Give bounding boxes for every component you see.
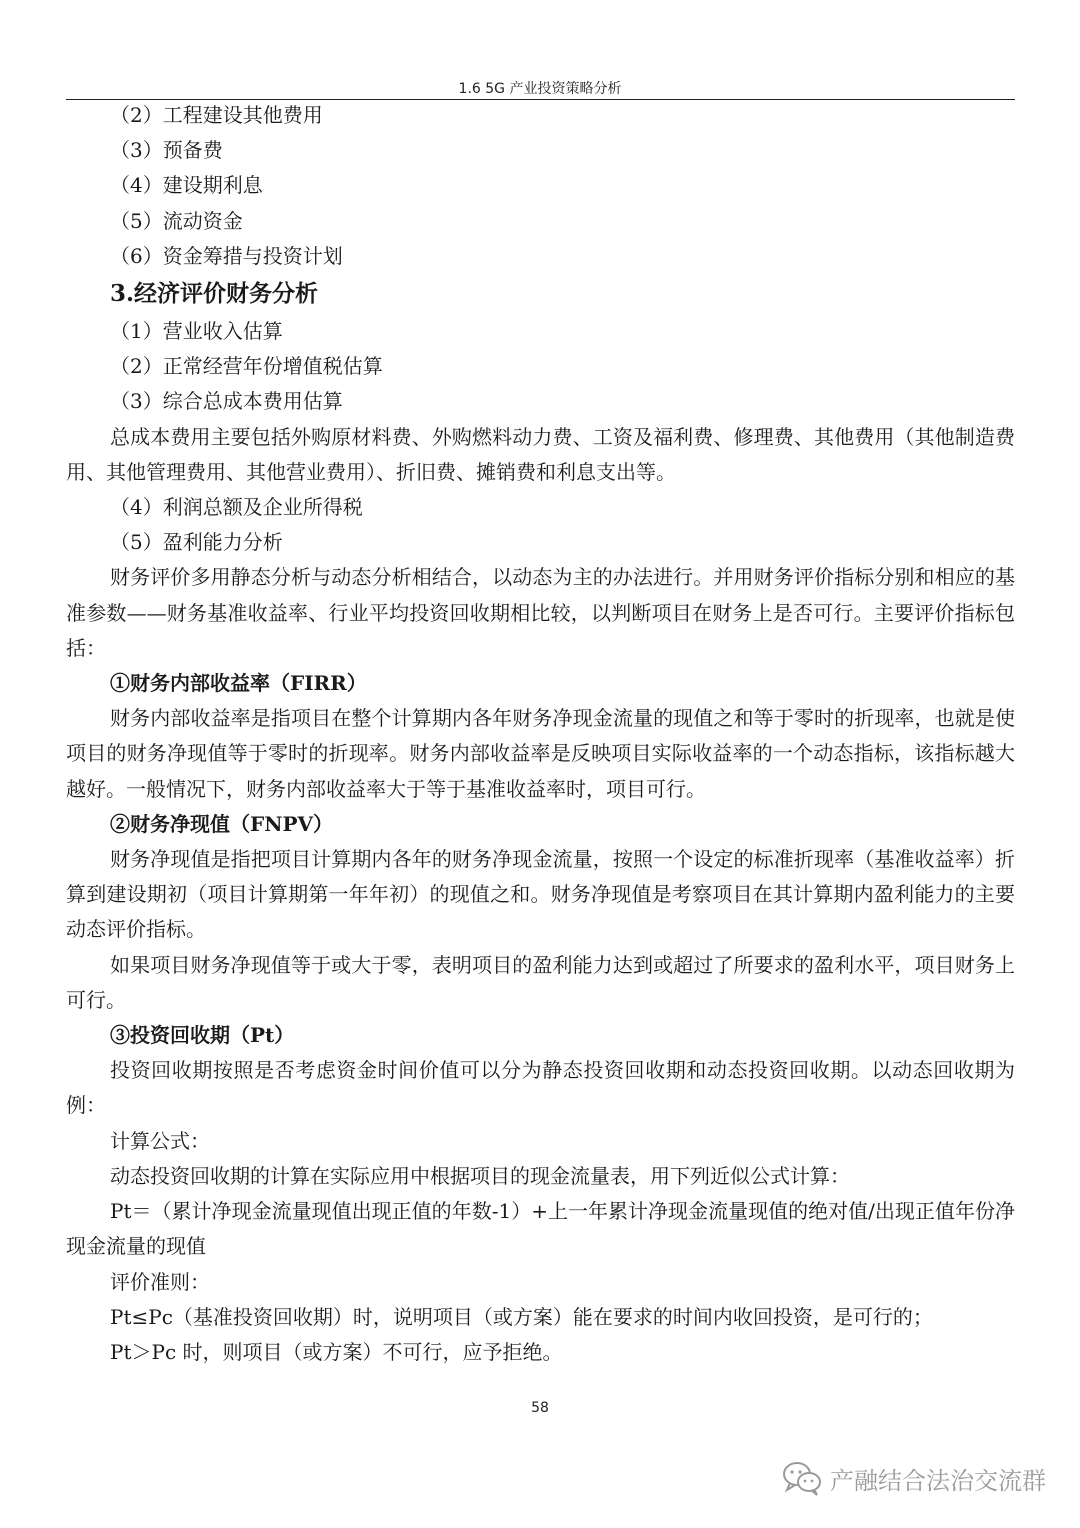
paragraph-evaluation: 财务评价多用静态分析与动态分析相结合，以动态为主的办法进行。并用财务评价指标分别和相应的基准参数——财务基准收益率、行业平均投资回收期相比较，以判断项目在财务上是否可行。主要评价指标包括： bbox=[66, 565, 1015, 660]
paragraph-fnpv: 财务净现值是指把项目计算期内各年的财务净现金流量，按照一个设定的标准折现率（基准收益率）折算到建设期初（项目计算期第一年年初）的现值之和。财务净现值是考察项目在其计算期内盈利能力的主要动态评价指标。 bbox=[66, 847, 1015, 942]
list-item: （3）预备费 bbox=[110, 138, 223, 163]
list-item: （4）建设期利息 bbox=[110, 173, 263, 198]
list-item: （1）营业收入估算 bbox=[110, 319, 283, 344]
page-header: 1.6 5G 产业投资策略分析 bbox=[458, 81, 622, 97]
list-item: （2）正常经营年份增值税估算 bbox=[110, 354, 383, 379]
criteria-rule-reject: Pt＞Pc 时，则项目（或方案）不可行，应予拒绝。 bbox=[110, 1339, 563, 1364]
paragraph-payback: 投资回收期按照是否考虑资金时间价值可以分为静态投资回收期和动态投资回收期。以动态回收期为例： bbox=[66, 1058, 1015, 1118]
formula-label: 计算公式： bbox=[110, 1128, 210, 1153]
list-item: （4）利润总额及企业所得税 bbox=[110, 495, 363, 520]
list-item: （3）综合总成本费用估算 bbox=[110, 389, 343, 414]
subheading-firr: ①财务内部收益率（FIRR） bbox=[110, 671, 367, 696]
paragraph-firr: 财务内部收益率是指项目在整个计算期内各年财务净现金流量的现值之和等于零时的折现率，也就是使项目的财务净现值等于零时的折现率。财务内部收益率是反映项目实际收益率的一个动态指标，该指标越大越好。一般情况下，财务内部收益率大于等于基准收益率时，项目可行。 bbox=[66, 706, 1015, 801]
dynamic-calc-line: 动态投资回收期的计算在实际应用中根据项目的现金流量表，用下列近似公式计算： bbox=[110, 1163, 850, 1188]
watermark bbox=[780, 1458, 1046, 1498]
formula-paragraph: Pt＝（累计净现金流量现值出现正值的年数-1）+上一年累计净现金流量现值的绝对值/出现正值年份净现金流量的现值 bbox=[66, 1199, 1015, 1259]
document-body bbox=[66, 98, 1015, 1370]
page-number: 58 bbox=[531, 1400, 549, 1416]
list-item: （5）盈利能力分析 bbox=[110, 530, 283, 555]
watermark-text: 产融结合法治交流群 bbox=[830, 1466, 1046, 1495]
subheading-fnpv: ②财务净现值（FNPV） bbox=[110, 811, 334, 836]
paragraph-fnpv-feasible: 如果项目财务净现值等于或大于零，表明项目的盈利能力达到或超过了所要求的盈利水平，项目财务上可行。 bbox=[66, 952, 1015, 1012]
list-item: （2）工程建设其他费用 bbox=[110, 103, 323, 127]
paragraph-total-cost: 总成本费用主要包括外购原材料费、外购燃料动力费、工资及福利费、修理费、其他费用（其他制造费用、其他管理费用、其他营业费用）、折旧费、摊销费和利息支出等。 bbox=[66, 424, 1015, 484]
criteria-label: 评价准则： bbox=[110, 1269, 210, 1294]
subheading-payback: ③投资回收期（Pt） bbox=[110, 1023, 295, 1048]
criteria-rule-feasible: Pt≤Pc（基准投资回收期）时，说明项目（或方案）能在要求的时间内收回投资，是可行的； bbox=[110, 1304, 933, 1329]
list-item: （5）流动资金 bbox=[110, 208, 243, 233]
section-heading: 3.经济评价财务分析 bbox=[110, 280, 319, 308]
list-item: （6）资金筹措与投资计划 bbox=[110, 243, 343, 268]
wechat-icon bbox=[780, 1458, 824, 1498]
